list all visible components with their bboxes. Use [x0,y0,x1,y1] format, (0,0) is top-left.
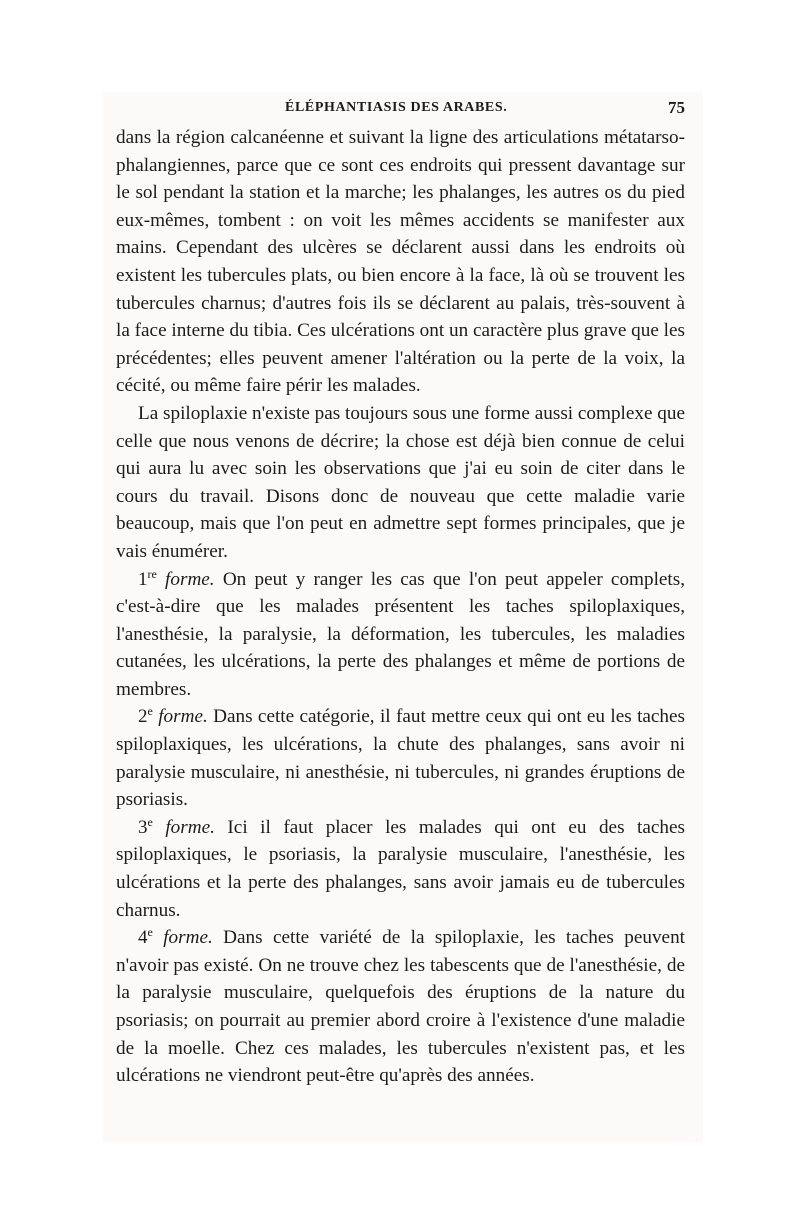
forme-label-3: forme. [165,816,215,838]
body-text [116,124,685,1090]
forme-text-1: On peut y ranger les cas que l'on peut appeler complets, c'est-à-dire que les malades présentent les taches spiloplaxiques, l'anesthésie, la paralysie, la déformation, les tubercules, les maladies cutanées, les ulcérations, la perte des phalanges et même de portions de membres. [116,568,686,700]
page-number: 75 [668,98,685,117]
ordinal-2: 2e [138,704,153,728]
ordinal-1: 1re [138,566,157,590]
paragraph-forme-2 [116,703,685,813]
page-header [115,96,685,122]
paragraph-continuation: dans la région calcanéenne et suivant la ligne des articulations métatarso-phalangiennes, parce que ce sont ces endroits qui pressent davantage sur le sol pendant la station et la marche; les phalanges, les autres os du pied eux-mêmes, tombent : on voit les mêmes accidents se manifester aux mains. Cependant des ulcères se déclarent aussi dans les endroits où existent les tubercules plats, ou bien encore à la face, là où se trouvent les tubercules charnus; d'autres fois ils se déclarent au palais, très-souvent à la face interne du tibia. Ces ulcérations ont un caractère plus grave que les précédentes; elles peuvent amener l'altération ou la perte de la voix, la cécité, ou même faire périr les malades. [116,127,685,397]
paragraph-forme-1 [116,566,685,704]
forme-label-2: forme. [158,706,208,728]
forme-text-4: Dans cette variété de la spiloplaxie, les taches peuvent n'avoir pas existé. On ne trouve chez les tabescents que de l'anesthésie, de la paralysie musculaire, quelquefois des éruptions de la nature du psoriasis; on pourrait au premier abord croire à l'existence d'une maladie de la moelle. Chez ces malades, les tubercules n'existent pas, et les ulcérations ne viendront peut-être qu'après des années. [116,927,685,1087]
ordinal-4: 4e [138,925,153,949]
paragraph-forme-4 [116,924,685,1090]
ordinal-3: 3e [138,814,153,838]
running-title: ÉLÉPHANTIASIS DES ARABES. [285,100,508,115]
forme-text-2: Dans cette catégorie, il faut mettre ceux qui ont eu les taches spiloplaxiques, les ulcérations, la chute des phalanges, sans avoir ni paralysie musculaire, ni anesthésie, ni tubercules, ni grandes éruptions de psoriasis. [116,706,686,811]
paragraph-forme-3 [116,814,685,924]
forme-label-1: forme. [165,568,215,590]
forme-text-3: Ici il faut placer les malades qui ont eu des taches spiloplaxiques, le psoriasis, la paralysie musculaire, l'anesthésie, les ulcérations et la perte des phalanges, sans avoir jamais eu de tubercules charnus. [116,816,686,921]
forme-label-4: forme. [163,927,213,949]
paragraph-spiloplaxie: La spiloplaxie n'existe pas toujours sous une forme aussi complexe que celle que nous venons de décrire; la chose est déjà bien connue de celui qui aura lu avec soin les observations que j'ai eu soin de citer dans le cours du travail. Disons donc de nouveau que cette maladie varie beaucoup, mais que l'on peut en admettre sept formes principales, que je vais énumérer. [116,402,685,562]
